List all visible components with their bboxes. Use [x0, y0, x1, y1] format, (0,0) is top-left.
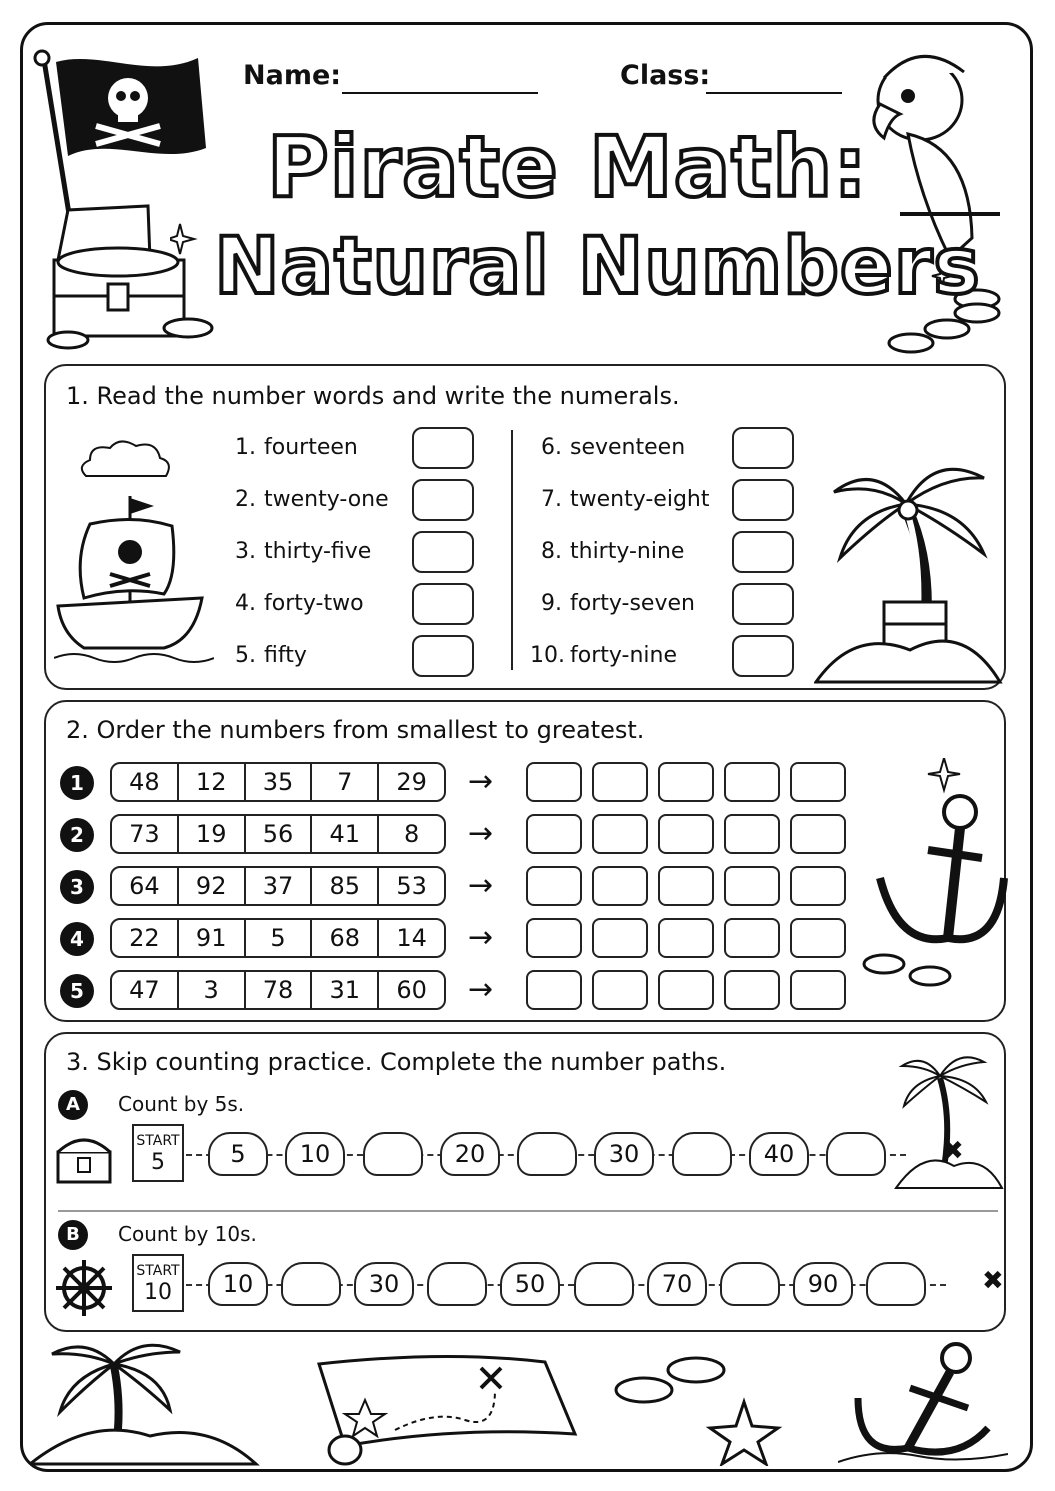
- section-2-title: 2. Order the numbers from smallest to greatest.: [66, 716, 645, 744]
- order-answer-slot[interactable]: [592, 762, 648, 802]
- number-cell: 8: [403, 820, 420, 848]
- number-cell: 35: [246, 764, 313, 800]
- row-number-badge: 4: [60, 922, 94, 956]
- order-answer-slot[interactable]: [658, 918, 714, 958]
- anchor-icon: [858, 758, 1008, 1004]
- column-divider: [511, 430, 513, 670]
- path-stone-blank[interactable]: [720, 1262, 780, 1306]
- palm-island-icon: [894, 1048, 1004, 1198]
- section-order-numbers: [44, 700, 1006, 1022]
- number-word-item: [224, 426, 358, 470]
- item-number: 5.: [235, 643, 256, 668]
- number-word: seventeen: [570, 435, 686, 460]
- section-skip-counting: [44, 1032, 1006, 1332]
- number-word: thirty-nine: [570, 539, 685, 564]
- number-word-item: [530, 530, 684, 574]
- starfish-icon: [610, 1348, 790, 1466]
- path-stone-blank[interactable]: [427, 1262, 487, 1306]
- start-sign: [132, 1124, 184, 1182]
- palm-island-icon: [30, 1336, 260, 1472]
- number-word-item: [224, 478, 389, 522]
- page-title-line1: Pirate Math:: [267, 118, 868, 216]
- path-letter-badge: A: [58, 1090, 88, 1120]
- order-answer-slot[interactable]: [526, 970, 582, 1010]
- row-number-badge: 3: [60, 870, 94, 904]
- arrow-right-icon: →: [468, 868, 494, 903]
- number-cell: 12: [179, 764, 246, 800]
- order-answer-slot[interactable]: [724, 970, 780, 1010]
- arrow-right-icon: →: [468, 920, 494, 955]
- order-answer-slot[interactable]: [790, 762, 846, 802]
- number-cell: 19: [179, 816, 246, 852]
- number-word: thirty-five: [264, 539, 372, 564]
- path-letter-badge: B: [58, 1220, 88, 1250]
- number-cell: 92: [179, 868, 246, 904]
- item-number: 4.: [235, 591, 256, 616]
- numeral-answer-box[interactable]: [732, 479, 794, 521]
- number-cell: 48: [112, 764, 179, 800]
- order-answer-slot[interactable]: [790, 970, 846, 1010]
- numeral-answer-box[interactable]: [732, 583, 794, 625]
- path-stone-blank[interactable]: [866, 1262, 926, 1306]
- number-cell: 29: [396, 768, 427, 796]
- treasure-map-icon: [305, 1350, 585, 1468]
- item-number: 6.: [541, 435, 562, 460]
- cloud-icon: [76, 436, 176, 484]
- order-answer-slot[interactable]: [658, 762, 714, 802]
- number-cell: 22: [112, 920, 179, 956]
- number-word: fifty: [264, 643, 307, 668]
- numeral-answer-box[interactable]: [412, 531, 474, 573]
- order-answer-slot[interactable]: [592, 866, 648, 906]
- number-cell: 5: [246, 920, 313, 956]
- ship-wheel-icon: [52, 1258, 118, 1318]
- path-stone-filled: 10: [285, 1132, 345, 1176]
- name-label: Name:: [243, 60, 342, 91]
- order-answer-slot[interactable]: [526, 814, 582, 854]
- start-value: 5: [151, 1150, 165, 1175]
- number-word: twenty-one: [264, 487, 389, 512]
- path-stone-filled: 30: [594, 1132, 654, 1176]
- order-row: [60, 918, 860, 960]
- number-word: forty-two: [264, 591, 364, 616]
- number-cell: 68: [312, 920, 379, 956]
- numeral-answer-box[interactable]: [412, 635, 474, 677]
- name-field[interactable]: [342, 92, 538, 94]
- number-cell: 41: [312, 816, 379, 852]
- class-field[interactable]: [706, 92, 842, 94]
- number-set: [110, 762, 446, 802]
- number-word: fourteen: [264, 435, 358, 460]
- path-stone-filled: 20: [440, 1132, 500, 1176]
- order-answer-slot[interactable]: [724, 918, 780, 958]
- start-value: 10: [144, 1280, 172, 1305]
- item-number: 10.: [530, 643, 565, 668]
- number-cell: 60: [396, 976, 427, 1004]
- section-1-title: 1. Read the number words and write the numerals.: [66, 382, 680, 410]
- number-cell: 64: [112, 868, 179, 904]
- number-cell: 47: [112, 972, 179, 1008]
- number-cell: 37: [246, 868, 313, 904]
- item-number: 1.: [235, 435, 256, 460]
- item-number: 7.: [541, 487, 562, 512]
- order-answer-slot[interactable]: [658, 814, 714, 854]
- number-set: [110, 866, 446, 906]
- count-instruction: Count by 10s.: [118, 1222, 257, 1246]
- order-answer-slot[interactable]: [658, 866, 714, 906]
- number-cell: 14: [396, 924, 427, 952]
- number-set: [110, 970, 446, 1010]
- numeral-answer-box[interactable]: [412, 583, 474, 625]
- number-set: [110, 814, 446, 854]
- page-title-line2: Natural Numbers: [214, 222, 981, 312]
- item-number: 3.: [235, 539, 256, 564]
- number-cell: 78: [246, 972, 313, 1008]
- x-mark-icon: ✖: [982, 1266, 1004, 1296]
- path-stone-filled: 40: [749, 1132, 809, 1176]
- order-row: [60, 866, 860, 908]
- pirate-ship-icon: [54, 494, 214, 664]
- row-number-badge: 2: [60, 818, 94, 852]
- order-answer-slot[interactable]: [592, 814, 648, 854]
- path-stone-blank[interactable]: [363, 1132, 423, 1176]
- path-stone-blank[interactable]: [281, 1262, 341, 1306]
- order-answer-slot[interactable]: [526, 762, 582, 802]
- number-word: twenty-eight: [570, 487, 710, 512]
- start-word: START: [136, 1263, 180, 1279]
- arrow-right-icon: →: [468, 816, 494, 851]
- path-stone-blank[interactable]: [574, 1262, 634, 1306]
- item-number: 8.: [541, 539, 562, 564]
- start-sign: [132, 1254, 184, 1312]
- order-answer-slot[interactable]: [790, 814, 846, 854]
- path-divider: [58, 1210, 998, 1212]
- number-word: forty-nine: [570, 643, 677, 668]
- number-word-item: [224, 582, 364, 626]
- path-stone-blank[interactable]: [517, 1132, 577, 1176]
- numeral-answer-box[interactable]: [412, 479, 474, 521]
- path-stone-filled: 90: [793, 1262, 853, 1306]
- palm-island-icon: [814, 442, 1004, 688]
- number-cell: 73: [112, 816, 179, 852]
- path-stone-filled: 30: [354, 1262, 414, 1306]
- numeral-answer-box[interactable]: [732, 531, 794, 573]
- number-cell: 91: [179, 920, 246, 956]
- number-cell: 85: [312, 868, 379, 904]
- number-cell: 53: [396, 872, 427, 900]
- x-mark-icon: ✖: [942, 1136, 964, 1166]
- number-word-item: [530, 426, 685, 470]
- row-number-badge: 1: [60, 766, 94, 800]
- class-label: Class:: [620, 60, 711, 91]
- order-answer-slot[interactable]: [526, 866, 582, 906]
- path-stone-filled: 70: [647, 1262, 707, 1306]
- arrow-right-icon: →: [468, 972, 494, 1007]
- number-cell: 7: [312, 764, 379, 800]
- item-number: 9.: [541, 591, 562, 616]
- order-row: [60, 970, 860, 1012]
- count-instruction: Count by 5s.: [118, 1092, 245, 1116]
- number-set: [110, 918, 446, 958]
- anchor-icon: [838, 1338, 1008, 1466]
- row-number-badge: 5: [60, 974, 94, 1008]
- order-answer-slot[interactable]: [592, 970, 648, 1010]
- path-stone-filled: 50: [500, 1262, 560, 1306]
- numeral-answer-box[interactable]: [732, 635, 794, 677]
- path-stone-blank[interactable]: [826, 1132, 886, 1176]
- section-number-words: [44, 364, 1006, 690]
- path-stone-filled: 10: [208, 1262, 268, 1306]
- number-word: forty-seven: [570, 591, 695, 616]
- treasure-chest-icon: [52, 1128, 118, 1188]
- order-answer-slot[interactable]: [592, 918, 648, 958]
- number-word-item: [530, 582, 695, 626]
- number-word-item: [530, 478, 709, 522]
- number-cell: 56: [246, 816, 313, 852]
- number-word-item: [530, 634, 677, 678]
- numeral-answer-box[interactable]: [412, 427, 474, 469]
- order-answer-slot[interactable]: [724, 866, 780, 906]
- order-row: [60, 814, 860, 856]
- number-cell: 31: [312, 972, 379, 1008]
- start-word: START: [136, 1133, 180, 1149]
- path-stone-blank[interactable]: [672, 1132, 732, 1176]
- order-answer-slot[interactable]: [724, 814, 780, 854]
- order-answer-slot[interactable]: [724, 762, 780, 802]
- number-word-item: [224, 634, 307, 678]
- path-stone-filled: 5: [208, 1132, 268, 1176]
- number-word-item: [224, 530, 371, 574]
- order-answer-slot[interactable]: [790, 918, 846, 958]
- numeral-answer-box[interactable]: [732, 427, 794, 469]
- arrow-right-icon: →: [468, 764, 494, 799]
- order-answer-slot[interactable]: [658, 970, 714, 1010]
- order-answer-slot[interactable]: [526, 918, 582, 958]
- section-3-title: 3. Skip counting practice. Complete the number paths.: [66, 1048, 727, 1076]
- order-row: [60, 762, 860, 804]
- item-number: 2.: [235, 487, 256, 512]
- number-cell: 3: [179, 972, 246, 1008]
- order-answer-slot[interactable]: [790, 866, 846, 906]
